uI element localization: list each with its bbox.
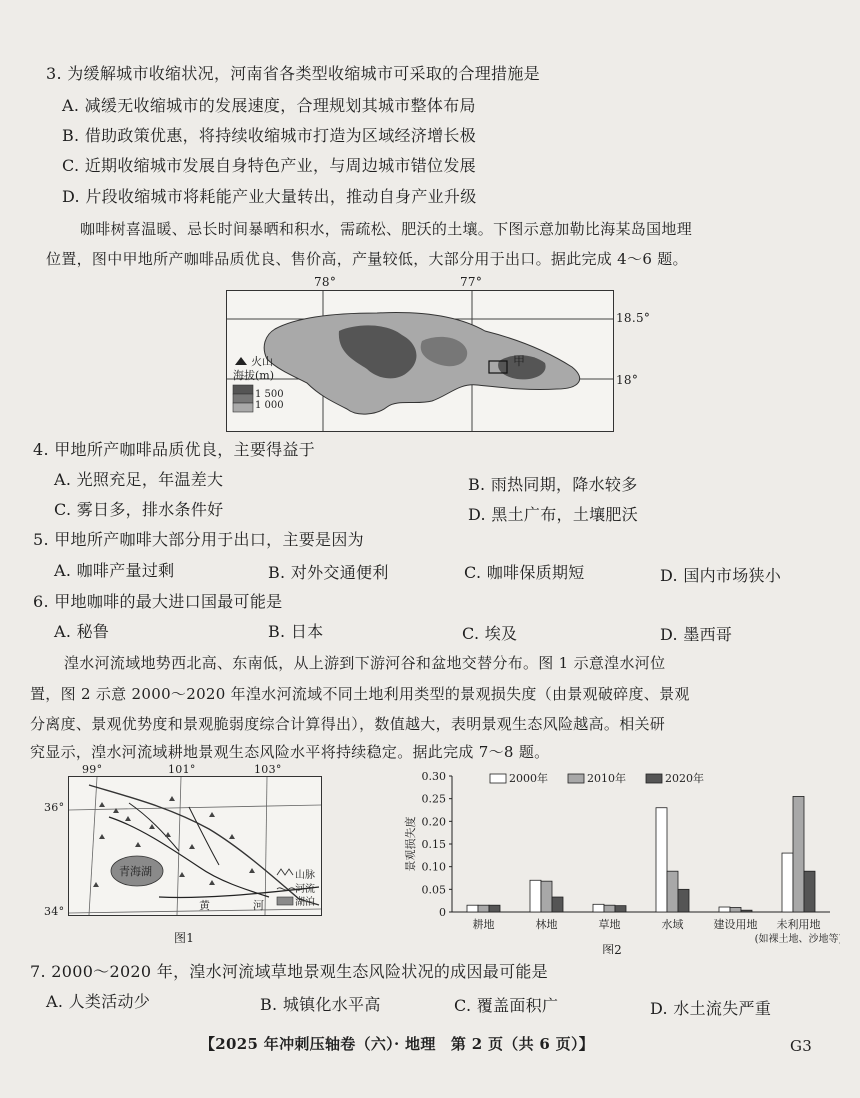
parallel-34 <box>69 909 321 913</box>
q3-option-d: D. 片段收缩城市将耗能产业大量转出，推动自身产业升级 <box>62 187 477 206</box>
bar <box>667 871 678 912</box>
lon-101-label: 101° <box>168 763 196 776</box>
legend-lake: 湖泊 <box>295 897 315 908</box>
bar <box>678 889 689 912</box>
legend-swatch-low <box>233 403 253 412</box>
lon-77-top: 77° <box>460 275 483 289</box>
q5-option-a: A. 咖啡产量过剩 <box>54 561 175 580</box>
passage2-line1: 咖啡树喜温暖、忌长时间暴晒和积水，需疏松、肥沃的土壤。下图示意加勒比海某岛国地理 <box>80 220 693 238</box>
bar <box>467 905 478 912</box>
yellow-river-label-2: 河 <box>253 899 264 912</box>
q5-stem: 5. 甲地所产咖啡大部分用于出口，主要是因为 <box>33 530 364 549</box>
x-category-note: (如裸土地、沙地等) <box>754 934 840 945</box>
y-tick-label: 0.15 <box>421 838 446 851</box>
x-tick-label: 草地 <box>598 918 621 931</box>
volcano-icon <box>235 357 247 365</box>
q7-option-a: A. 人类活动少 <box>46 992 151 1011</box>
legend-1000: 1 000 <box>255 400 284 411</box>
q6-option-d: D. 墨西哥 <box>660 625 733 644</box>
yellow-river-label-1: 黄 <box>199 899 210 912</box>
x-tick-label: 水域 <box>661 918 684 931</box>
footer-code: G3 <box>790 1037 813 1055</box>
bar <box>530 880 541 912</box>
y-tick-label: 0.10 <box>421 860 446 874</box>
legend-mountain-icon <box>277 869 293 875</box>
q6-option-b: B. 日本 <box>268 622 324 641</box>
figure1-map <box>68 776 322 916</box>
q7-option-b: B. 城镇化水平高 <box>260 995 381 1014</box>
lat-36-label: 36° <box>44 801 65 814</box>
jia-label: 甲 <box>513 354 526 368</box>
basin-boundary <box>89 785 319 905</box>
legend-volcano: 火山 <box>251 355 273 368</box>
legend-label: 2010年 <box>587 772 626 785</box>
passage3-line2: 置，图 2 示意 2000～2020 年湟水河流域不同土地利用类型的景观损失度（由景观破碎度、景观 <box>30 685 690 703</box>
legend-mountain: 山脉 <box>295 870 315 881</box>
qinghai-lake-label: 青海湖 <box>119 865 152 878</box>
meridian-103 <box>265 777 267 915</box>
q4-option-a: A. 光照充足，年温差大 <box>54 470 224 489</box>
bar <box>478 905 489 912</box>
bar <box>804 871 815 912</box>
legend-swatch-1000 <box>233 394 253 403</box>
y-tick-label: 0 <box>439 906 446 919</box>
q4-stem: 4. 甲地所产咖啡品质优良，主要得益于 <box>33 440 316 459</box>
q3-option-c: C. 近期收缩城市发展自身特色产业，与周边城市错位发展 <box>62 156 476 175</box>
y-tick-label: 0.25 <box>421 792 446 806</box>
y-tick-label: 0.05 <box>421 883 446 897</box>
figure2-caption: 图2 <box>602 943 622 954</box>
q6-stem: 6. 甲地咖啡的最大进口国最可能是 <box>33 592 283 611</box>
x-tick-label: 建设用地 <box>713 918 758 931</box>
legend-swatch <box>568 774 584 783</box>
x-tick-label: 未利用地 <box>776 918 821 931</box>
q4-option-b: B. 雨热同期，降水较多 <box>468 475 638 494</box>
bar <box>793 796 804 912</box>
bar <box>656 808 667 912</box>
q3-option-b: B. 借助政策优惠，将持续收缩城市打造为区域经济增长极 <box>62 126 477 145</box>
q7-option-c: C. 覆盖面积广 <box>454 996 559 1015</box>
q3-option-a: A. 减缓无收缩城市的发展速度，合理规划其城市整体布局 <box>62 96 476 115</box>
y-tick-label: 0.30 <box>421 770 446 783</box>
legend-swatch <box>490 774 506 783</box>
passage3-line1: 湟水河流域地势西北高、东南低，从上游到下游河谷和盆地交替分布。图 1 示意湟水河位 <box>64 654 666 672</box>
meridian-101 <box>177 777 181 915</box>
passage3-line4: 究显示，湟水河流域耕地景观生态风险水平将持续稳定。据此完成 7～8 题。 <box>30 743 550 761</box>
passage3-line3: 分离度、景观优势度和景观脆弱度综合计算得出），数值越大，表明景观生态风险越高。相关研 <box>30 715 666 733</box>
figure1-caption: 图1 <box>174 931 195 945</box>
bar <box>552 897 563 912</box>
q3-stem: 3. 为缓解城市收缩状况，河南省各类型收缩城市可采取的合理措施是 <box>46 64 540 83</box>
bar <box>489 905 500 912</box>
passage2-line2: 位置，图中甲地所产咖啡品质优良、售价高，产量较低，大部分用于出口。据此完成 4～6 题。 <box>46 250 688 268</box>
x-tick-label: 耕地 <box>472 918 495 931</box>
footer-text: 【2025 年冲刺压轴卷（六）· 地理 第 2 页（共 6 页）】 <box>200 1035 595 1053</box>
bar <box>593 904 604 912</box>
bar <box>541 881 552 912</box>
q5-option-b: B. 对外交通便利 <box>268 563 389 582</box>
figure2-svg <box>400 764 840 954</box>
parallel-36 <box>69 805 321 810</box>
legend-lake-icon <box>277 897 293 905</box>
bar <box>615 906 626 912</box>
lat-34-label: 34° <box>44 905 65 918</box>
island-map <box>226 290 614 432</box>
tributary-river <box>129 803 179 851</box>
bar <box>741 910 752 912</box>
figure2-chart <box>400 764 840 954</box>
lon-103-label: 103° <box>254 763 282 776</box>
legend-label: 2020年 <box>665 772 704 785</box>
legend-swatch-1500 <box>233 385 253 394</box>
q4-option-c: C. 雾日多，排水条件好 <box>54 500 224 519</box>
y-tick-label: 0.20 <box>421 815 446 829</box>
y-axis-label: 景观损失度 <box>404 816 417 872</box>
bar <box>782 853 793 912</box>
meridian-99 <box>89 777 97 915</box>
tributary-river-2 <box>189 807 219 865</box>
x-tick-label: 林地 <box>535 918 558 931</box>
figure1-svg <box>69 777 321 915</box>
lat-185-label: 18.5° <box>616 311 651 325</box>
lon-99-label: 99° <box>82 763 103 776</box>
q7-stem: 7. 2000～2020 年，湟水河流域草地景观生态风险状况的成因最可能是 <box>30 962 548 981</box>
legend-elevation: 海拔(m) <box>233 369 275 382</box>
q7-option-d: D. 水土流失严重 <box>650 999 772 1018</box>
island-map-svg <box>227 291 613 431</box>
bar <box>730 907 741 912</box>
legend-swatch <box>646 774 662 783</box>
lon-78-top: 78° <box>314 275 337 289</box>
bar <box>604 905 615 912</box>
q6-option-c: C. 埃及 <box>462 624 518 643</box>
legend-river: 河流 <box>295 884 315 895</box>
q5-option-c: C. 咖啡保质期短 <box>464 563 585 582</box>
legend-1500: 1 500 <box>255 389 284 400</box>
legend-label: 2000年 <box>509 772 548 785</box>
q4-option-d: D. 黑土广布，土壤肥沃 <box>468 505 639 524</box>
lat-18-label: 18° <box>616 373 639 387</box>
bar <box>719 907 730 912</box>
q5-option-d: D. 国内市场狭小 <box>660 566 782 585</box>
q6-option-a: A. 秘鲁 <box>54 622 110 641</box>
